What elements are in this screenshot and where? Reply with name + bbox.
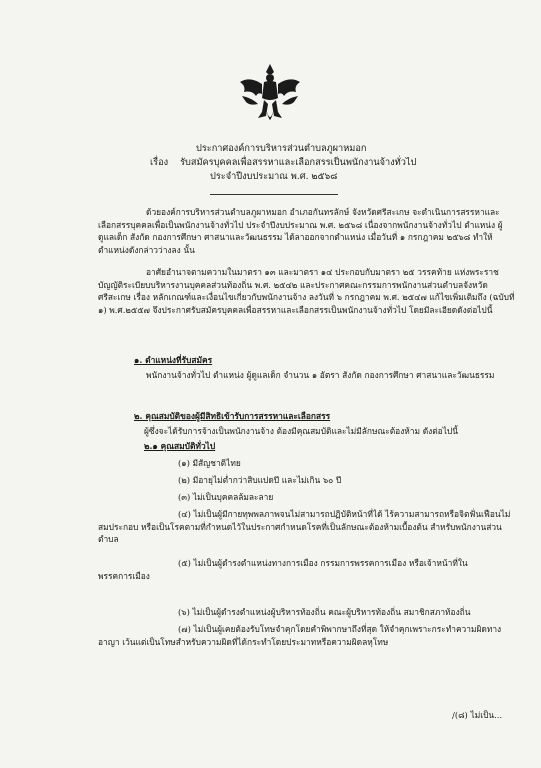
- fiscal-year: ประจำปีงบประมาณ พ.ศ. ๒๕๖๘: [210, 171, 338, 182]
- list-item: (๖) ไม่เป็นผู้ดำรงตำแหน่งผู้บริหารท้องถิ่น คณะผู้บริหารท้องถิ่น สมาชิกสภาท้องถิ่น: [178, 607, 471, 617]
- section2-heading: ๒. คุณสมบัติของผู้มีสิทธิเข้ารับการสรรหาและเลือกสรร: [134, 411, 331, 421]
- title-divider: [210, 194, 338, 195]
- continuation-marker: /(๘) ไม่เป็น...: [452, 710, 503, 720]
- subject-label: เรื่อง: [150, 157, 169, 168]
- section2-intro: ผู้ซึ่งจะได้รับการจ้างเป็นพนักงานจ้าง ต้องมีคุณสมบัติและไม่มีลักษณะต้องห้าม ดังต่อไปนี้: [144, 426, 458, 436]
- subject-line: [150, 156, 450, 170]
- list-item: (๑) มีสัญชาติไทย: [178, 458, 241, 468]
- list-item: (๒) มีอายุไม่ต่ำกว่าสิบแปดปี และไม่เกิน ๖๐ ปี: [178, 475, 342, 485]
- paragraph-authority: อาศัยอำนาจตามความในมาตรา ๑๓ และมาตรา ๑๔ ประกอบกับมาตรา ๒๕ วรรคท้าย แห่งพระราชบัญญัติระเบียบบริหารงานบุคคลส่วนท้องถิ่น พ.ศ. ๒๕๔๒ และประกาศคณะกรรมการพนักงานส่วนตำบลจังหวัดศรีสะเกษ เรื่อง หลักเกณฑ์และเงื่อนไขเกี่ยวกับพนักงานจ้าง ลงวันที่ ๖ กรกฎาคม พ.ศ. ๒๕๔๗ แก้ไขเพิ่มเติมถึง (ฉบับที่ ๑) พ.ศ.๒๕๕๗ จึงประกาศรับสมัครบุคคลเพื่อสรรหาและเลือกสรรเป็นพนักงานจ้างทั่วไป โดยมีละเอียดดังต่อไปนี้: [98, 267, 515, 315]
- announcement-title: ประกาศองค์การบริหารส่วนตำบลภูผาหมอก: [196, 143, 367, 154]
- announcement-header: [150, 142, 450, 184]
- list-item: (๔) ไม่เป็นผู้มีกายทุพพลภาพจนไม่สามารถปฏิบัติหน้าที่ได้ ไร้ความสามารถหรือจิตฟั่นเฟือนไม่สมประกอบ หรือเป็นโรคตามที่กำหนดไว้ในประกาศกำหนดโรคที่เป็นลักษณะต้องห้ามเบื้องต้น สำหรับพนักงานส่วนตำบล: [98, 509, 511, 545]
- garuda-emblem-icon: [238, 62, 302, 128]
- section1-heading: ๑. ตำแหน่งที่รับสมัคร: [134, 355, 213, 365]
- section1-text: พนักงานจ้างทั่วไป ตำแหน่ง ผู้ดูแลเด็ก จำนวน ๑ อัตรา สังกัด กองการศึกษา ศาสนาและวัฒนธรรม: [146, 370, 495, 380]
- list-item: (๕) ไม่เป็นผู้ดำรงตำแหน่งทางการเมือง กรรมการพรรคการเมือง หรือเจ้าหน้าที่ในพรรคการเมือง: [98, 558, 468, 581]
- section2-1-heading: ๒.๑ คุณสมบัติทั่วไป: [144, 441, 216, 451]
- subject-text: รับสมัครบุคคลเพื่อสรรหาและเลือกสรรเป็นพนักงานจ้างทั่วไป: [180, 157, 417, 168]
- paragraph-intro: ด้วยองค์การบริหารส่วนตำบลภูผาหมอก อำเภอกันทรลักษ์ จังหวัดศรีสะเกษ จะดำเนินการสรรหาและเลือกสรรบุคคลเพื่อเป็นพนักงานจ้างทั่วไป ประจำปีงบประมาณ พ.ศ. ๒๕๖๘ เนื่องจากพนักงานจ้างทั่วไป ตำแหน่ง ผู้ดูแลเด็ก สังกัด กองการศึกษา ศาสนาและวัฒนธรรม ได้ลาออกจากตำแหน่ง เมื่อวันที่ ๑ กรกฎาคม ๒๕๖๘ ทำให้ตำแหน่งดังกล่าวว่างลง นั้น: [98, 207, 503, 255]
- list-item: (๓) ไม่เป็นบุคคลล้มละลาย: [178, 492, 274, 502]
- list-item: (๗) ไม่เป็นผู้เคยต้องรับโทษจำคุกโดยคำพิพากษาถึงที่สุด ให้จำคุกเพราะกระทำความผิดทางอาญา เว้นแต่เป็นโทษสำหรับความผิดที่ได้กระทำโดยประมาทหรือความผิดลหุโทษ: [98, 624, 502, 647]
